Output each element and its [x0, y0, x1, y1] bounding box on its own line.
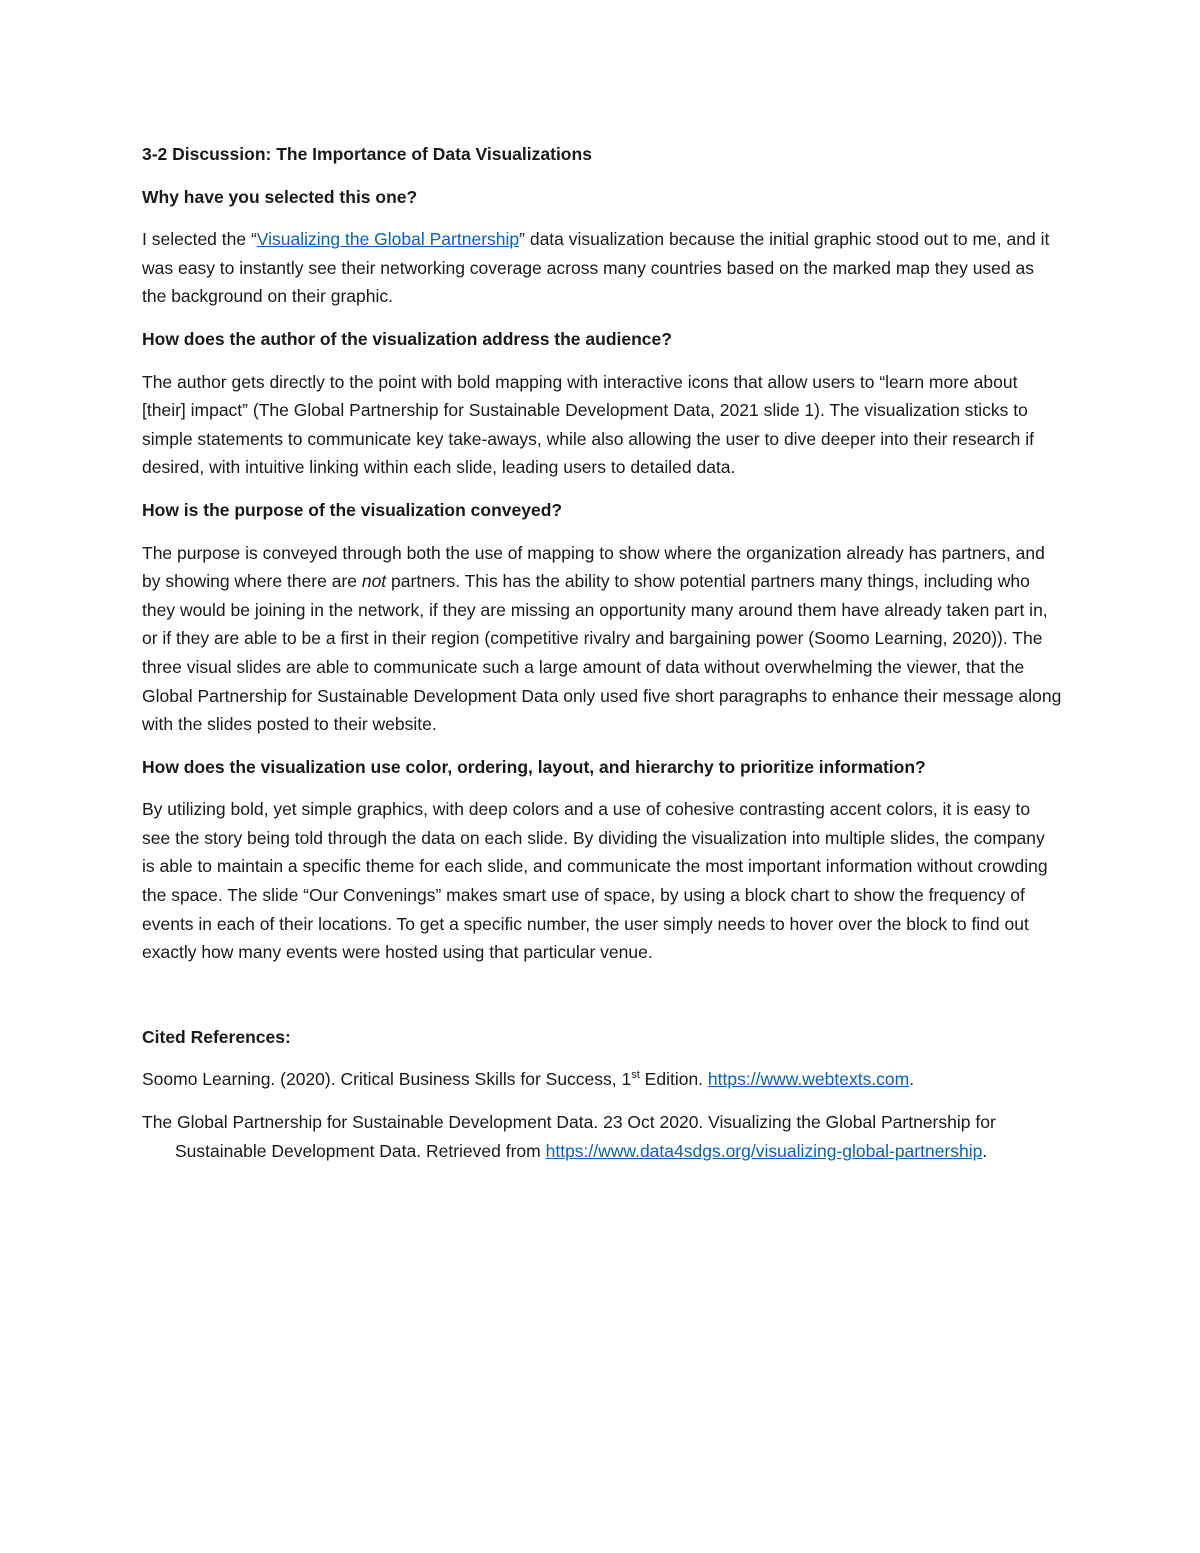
- question-heading-2: How does the author of the visualization address the audience?: [142, 328, 672, 349]
- reference-2-post: .: [982, 1140, 988, 1161]
- answer-1-post: ” data visualization because the initial graphic stood out to me, and it was easy to instantly see their networking coverage across many countries based on the marked map they used as the background on their graphic.: [142, 229, 1050, 307]
- reference-1-mid: Edition.: [639, 1069, 708, 1090]
- webtexts-link[interactable]: https://www.webtexts.com: [707, 1069, 910, 1090]
- answer-3-italic: not: [361, 571, 387, 592]
- answer-3-post: partners. This has the ability to show potential partners many things, including who they would be joining in the network, if they are missing an opportunity many around them have already taken part in, or if they are able to be a first in their region (competitive rivalry and bargaining power (Soomo Learning, 2020)). The three visual slides are able to communicate such a large amount of data without overwhelming the viewer, that the Global Partnership for Sustainable Development Data only used five short paragraphs to enhance their message along with the slides posted to their website.: [142, 571, 1062, 735]
- document-title: 3-2 Discussion: The Importance of Data Visualizations: [142, 144, 592, 164]
- document-page: [142, 140, 1062, 1179]
- answer-paragraph-4: By utilizing bold, yet simple graphics, with deep colors and a use of cohesive contrasting accent colors, it is easy to see the story being told through the data on each slide. By dividing the visualization into multiple slides, the company is able to maintain a specific theme for each slide, and communicate the most important information without crowding the space. The slide “Our Convenings” makes smart use of space, by using a block chart to show the frequency of events in each of their locations. To get a specific number, the user simply needs to hover over the block to find out exactly how many events were hosted using that particular venue.: [142, 799, 1048, 963]
- reference-1-superscript: st: [631, 1069, 640, 1082]
- reference-1-post: .: [909, 1069, 915, 1090]
- question-heading-3: How is the purpose of the visualization conveyed?: [142, 499, 563, 520]
- reference-1: [142, 1065, 1062, 1094]
- answer-1-pre: I selected the “: [142, 229, 257, 250]
- data4sdgs-link[interactable]: https://www.data4sdgs.org/visualizing-global-partnership: [545, 1140, 983, 1161]
- question-heading-4: How does the visualization use color, ordering, layout, and hierarchy to prioritize information?: [142, 756, 926, 777]
- answer-paragraph-1: [142, 225, 1062, 311]
- references-heading: Cited References:: [142, 1026, 291, 1047]
- answer-3-pre: The purpose is conveyed through both the use of mapping to show where the organization already has partners, and by showing where there are: [142, 542, 1045, 592]
- visualization-link[interactable]: Visualizing the Global Partnership: [256, 229, 520, 250]
- spacer: [142, 981, 1062, 1023]
- reference-2-pre: The Global Partnership for Sustainable Development Data. 23 Oct 2020. Visualizing the Global Partnership for Sustainable Development Data. Retrieved from: [142, 1112, 996, 1161]
- answer-paragraph-3: [142, 539, 1062, 739]
- reference-1-pre: Soomo Learning. (2020). Critical Business Skills for Success, 1: [142, 1069, 632, 1090]
- answer-paragraph-2: The author gets directly to the point with bold mapping with interactive icons that allow users to “learn more about [their] impact” (The Global Partnership for Sustainable Development Data, 2021 slide 1). The visualization sticks to simple statements to communicate key take-aways, while also allowing the user to dive deeper into their research if desired, with intuitive linking within each slide, leading users to detailed data.: [142, 371, 1034, 478]
- question-heading-1: Why have you selected this one?: [142, 186, 418, 207]
- reference-2: [142, 1108, 1062, 1165]
